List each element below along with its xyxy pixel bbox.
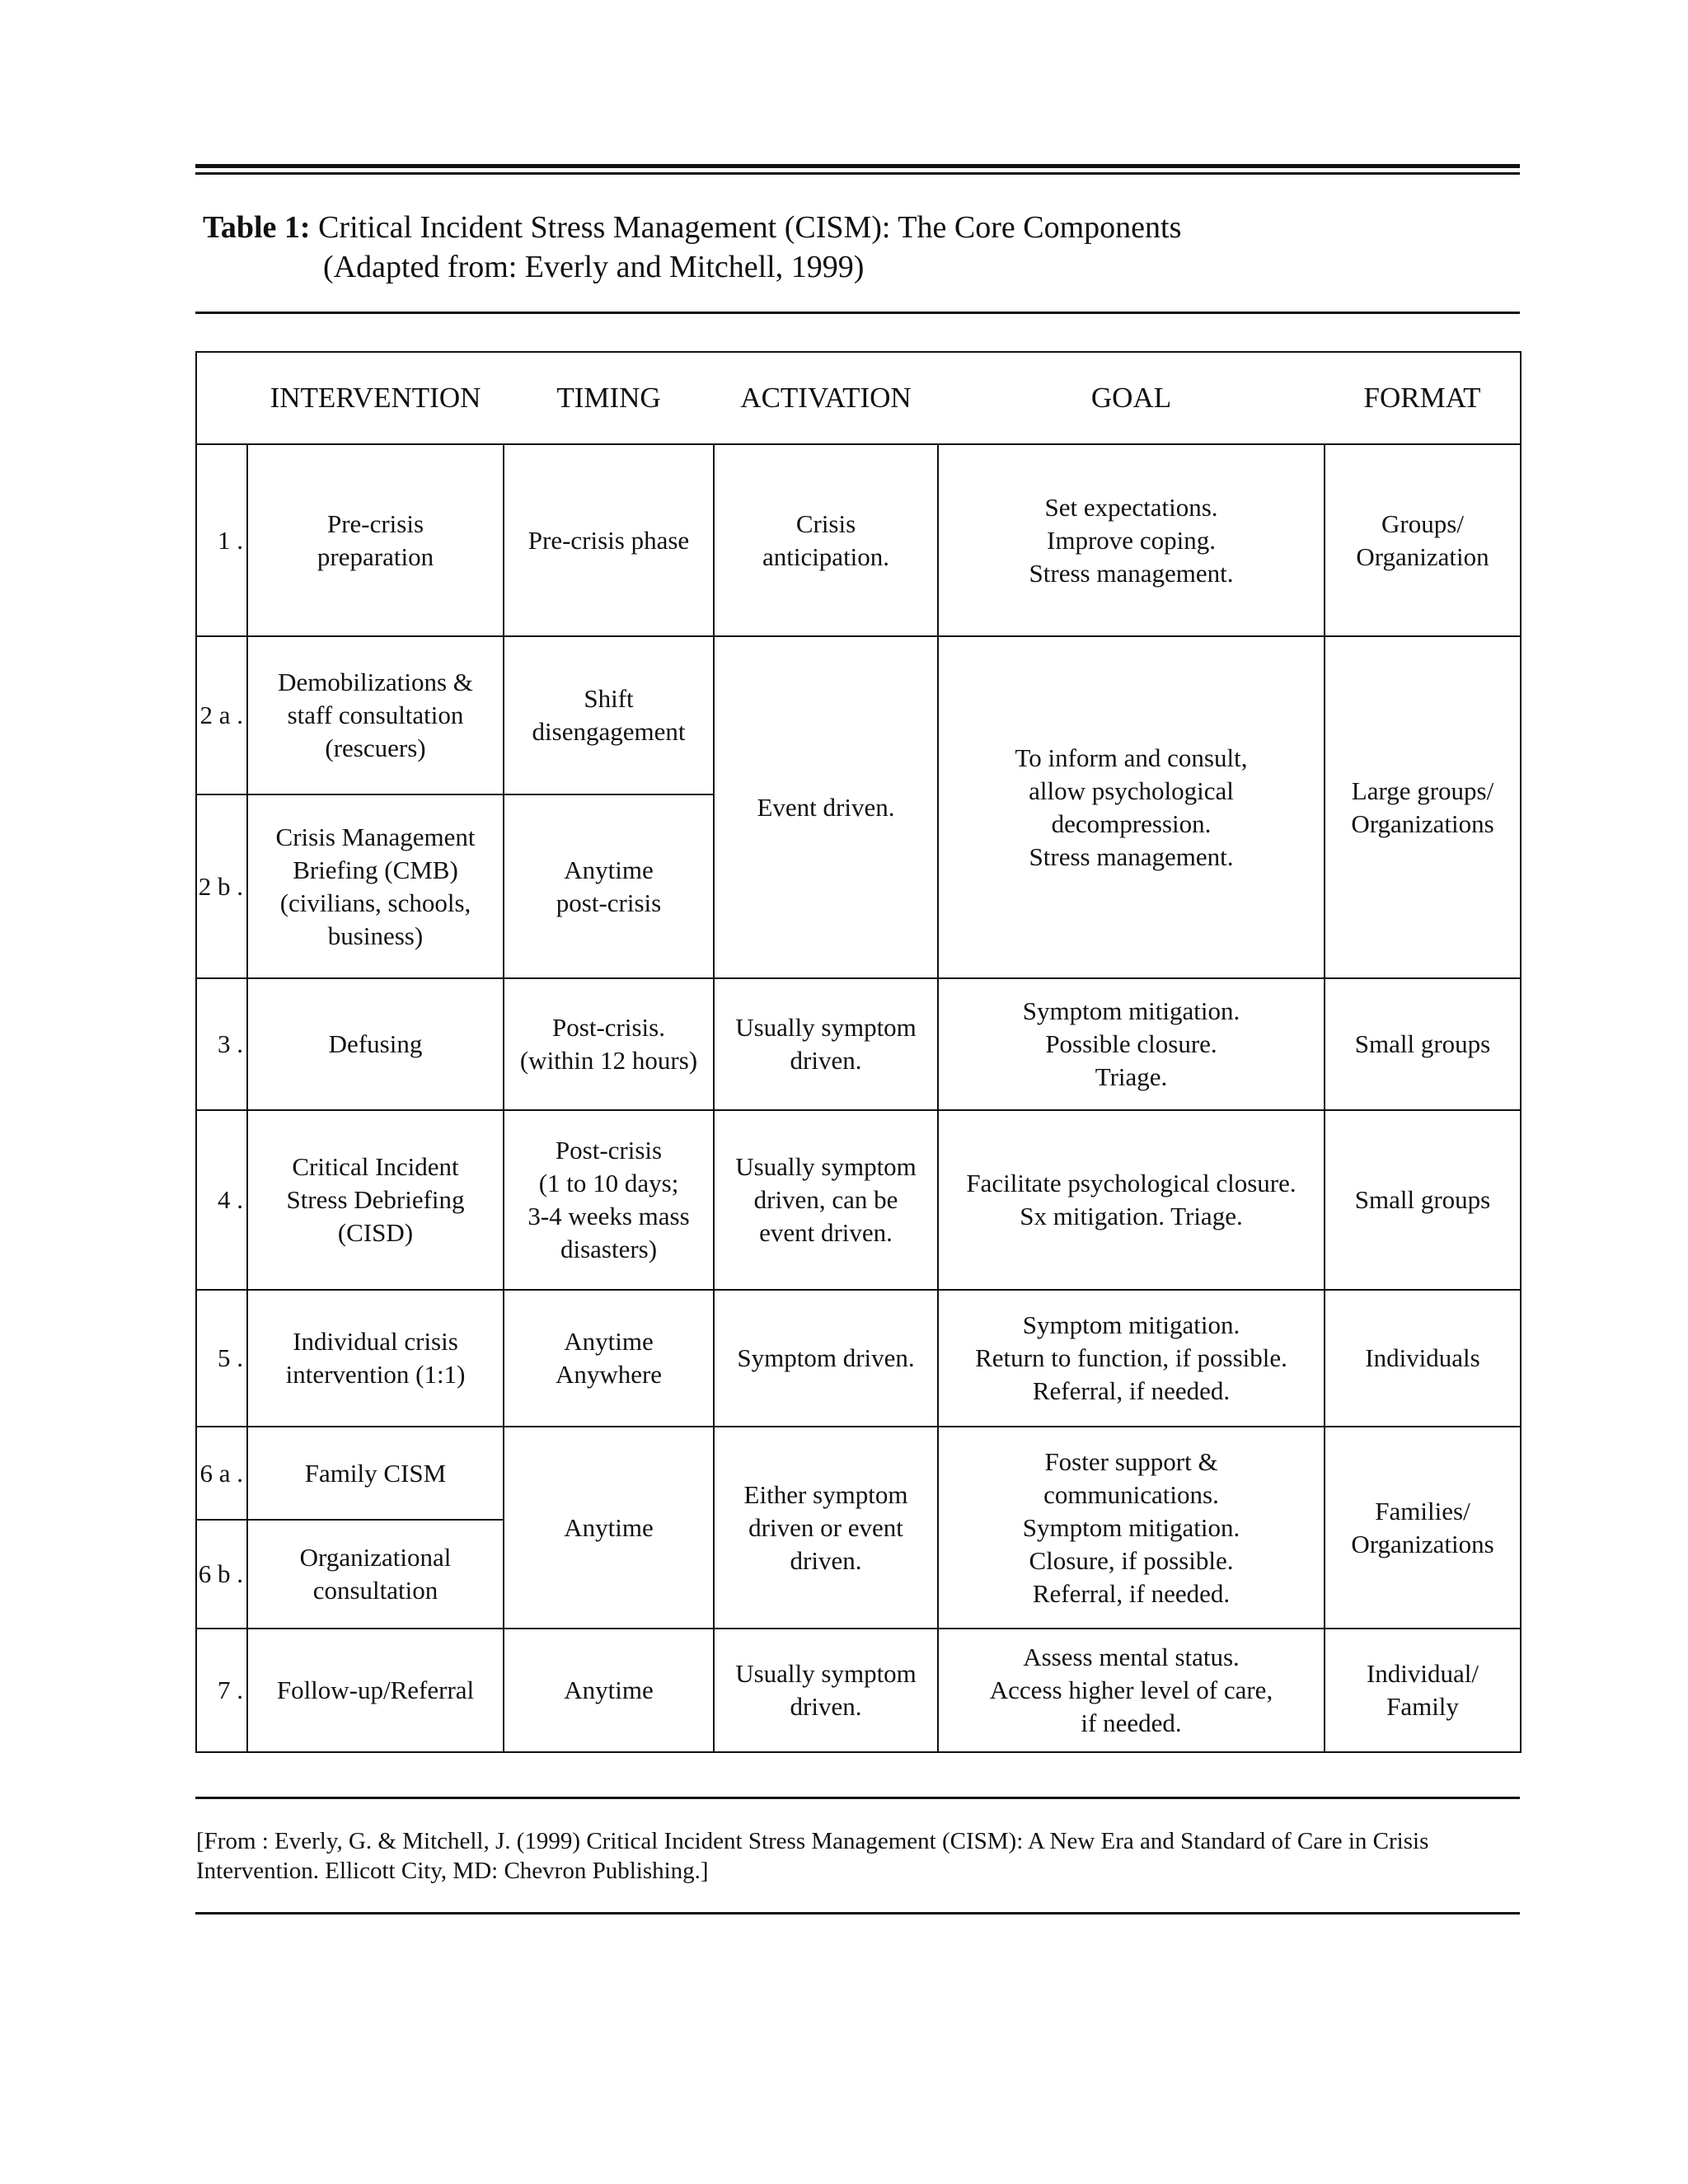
goal-cell: Symptom mitigation. Possible closure. Triage.	[938, 978, 1325, 1110]
format-cell: Families/ Organizations	[1325, 1427, 1521, 1629]
top-rule	[195, 164, 1520, 168]
row-number: 7 .	[196, 1629, 247, 1752]
intervention-cell: Pre-crisis preparation	[247, 444, 504, 636]
row-number: 1 .	[196, 444, 247, 636]
cism-table	[195, 351, 1522, 1753]
timing-cell: Anytime	[504, 1427, 714, 1629]
goal-cell: Symptom mitigation. Return to function, if possible. Referral, if needed.	[938, 1290, 1325, 1427]
table-row	[196, 1629, 1521, 1752]
format-cell: Individuals	[1325, 1290, 1521, 1427]
table-caption	[203, 208, 1181, 287]
row-number: 3 .	[196, 978, 247, 1110]
header-activation: ACTIVATION	[714, 352, 938, 444]
activation-cell: Either symptom driven or event driven.	[714, 1427, 938, 1629]
activation-cell: Crisis anticipation.	[714, 444, 938, 636]
table-row	[196, 1290, 1521, 1427]
header-number	[196, 352, 247, 444]
timing-cell: Anytime	[504, 1629, 714, 1752]
caption-label: Table 1:	[203, 210, 311, 245]
timing-cell: Shift disengagement	[504, 636, 714, 794]
row-number: 6 b .	[196, 1520, 247, 1629]
intervention-cell: Crisis Management Briefing (CMB) (civilians, schools, business)	[247, 794, 504, 978]
header-timing: TIMING	[504, 352, 714, 444]
top-rule-secondary	[195, 172, 1520, 175]
activation-cell: Event driven.	[714, 636, 938, 978]
intervention-cell: Follow-up/Referral	[247, 1629, 504, 1752]
row-number: 6 a .	[196, 1427, 247, 1520]
footnote-top-rule	[195, 1797, 1520, 1799]
activation-cell: Usually symptom driven.	[714, 978, 938, 1110]
table-row	[196, 978, 1521, 1110]
format-cell: Groups/ Organization	[1325, 444, 1521, 636]
intervention-cell: Family CISM	[247, 1427, 504, 1520]
timing-cell: Post-crisis. (within 12 hours)	[504, 978, 714, 1110]
format-cell: Large groups/ Organizations	[1325, 636, 1521, 978]
goal-cell: To inform and consult, allow psychological decompression. Stress management.	[938, 636, 1325, 978]
intervention-cell: Organizational consultation	[247, 1520, 504, 1629]
table-row	[196, 1427, 1521, 1520]
table-row	[196, 444, 1521, 636]
caption-subtitle: (Adapted from: Everly and Mitchell, 1999)	[323, 250, 865, 284]
timing-cell: Post-crisis (1 to 10 days; 3-4 weeks mass disasters)	[504, 1110, 714, 1290]
format-cell: Small groups	[1325, 1110, 1521, 1290]
row-number: 2 a .	[196, 636, 247, 794]
source-footnote: [From : Everly, G. & Mitchell, J. (1999) Critical Incident Stress Management (CISM): A New Era and Standard of Care in Crisis Intervention. Ellicott City, MD: Chevron Publishing.]	[196, 1828, 1429, 1884]
header-format: FORMAT	[1325, 352, 1521, 444]
goal-cell: Assess mental status. Access higher level of care, if needed.	[938, 1629, 1325, 1752]
goal-cell: Foster support & communications. Symptom mitigation. Closure, if possible. Referral, if needed.	[938, 1427, 1325, 1629]
activation-cell: Usually symptom driven, can be event driven.	[714, 1110, 938, 1290]
intervention-cell: Demobilizations & staff consultation (rescuers)	[247, 636, 504, 794]
format-cell: Individual/ Family	[1325, 1629, 1521, 1752]
format-cell: Small groups	[1325, 978, 1521, 1110]
activation-cell: Symptom driven.	[714, 1290, 938, 1427]
header-row	[196, 352, 1521, 444]
footnote-bottom-rule	[195, 1912, 1520, 1915]
timing-cell: Anytime Anywhere	[504, 1290, 714, 1427]
table-row	[196, 636, 1521, 794]
caption-bottom-rule	[195, 312, 1520, 314]
intervention-cell: Defusing	[247, 978, 504, 1110]
activation-cell: Usually symptom driven.	[714, 1629, 938, 1752]
row-number: 4 .	[196, 1110, 247, 1290]
intervention-cell: Critical Incident Stress Debriefing (CISD)	[247, 1110, 504, 1290]
timing-cell: Anytime post-crisis	[504, 794, 714, 978]
goal-cell: Facilitate psychological closure. Sx mitigation. Triage.	[938, 1110, 1325, 1290]
header-intervention: INTERVENTION	[247, 352, 504, 444]
goal-cell: Set expectations. Improve coping. Stress management.	[938, 444, 1325, 636]
row-number: 5 .	[196, 1290, 247, 1427]
row-number: 2 b .	[196, 794, 247, 978]
timing-cell: Pre-crisis phase	[504, 444, 714, 636]
intervention-cell: Individual crisis intervention (1:1)	[247, 1290, 504, 1427]
table-row	[196, 1110, 1521, 1290]
caption-title: Critical Incident Stress Management (CISM): The Core Components	[318, 210, 1182, 245]
header-goal: GOAL	[938, 352, 1325, 444]
